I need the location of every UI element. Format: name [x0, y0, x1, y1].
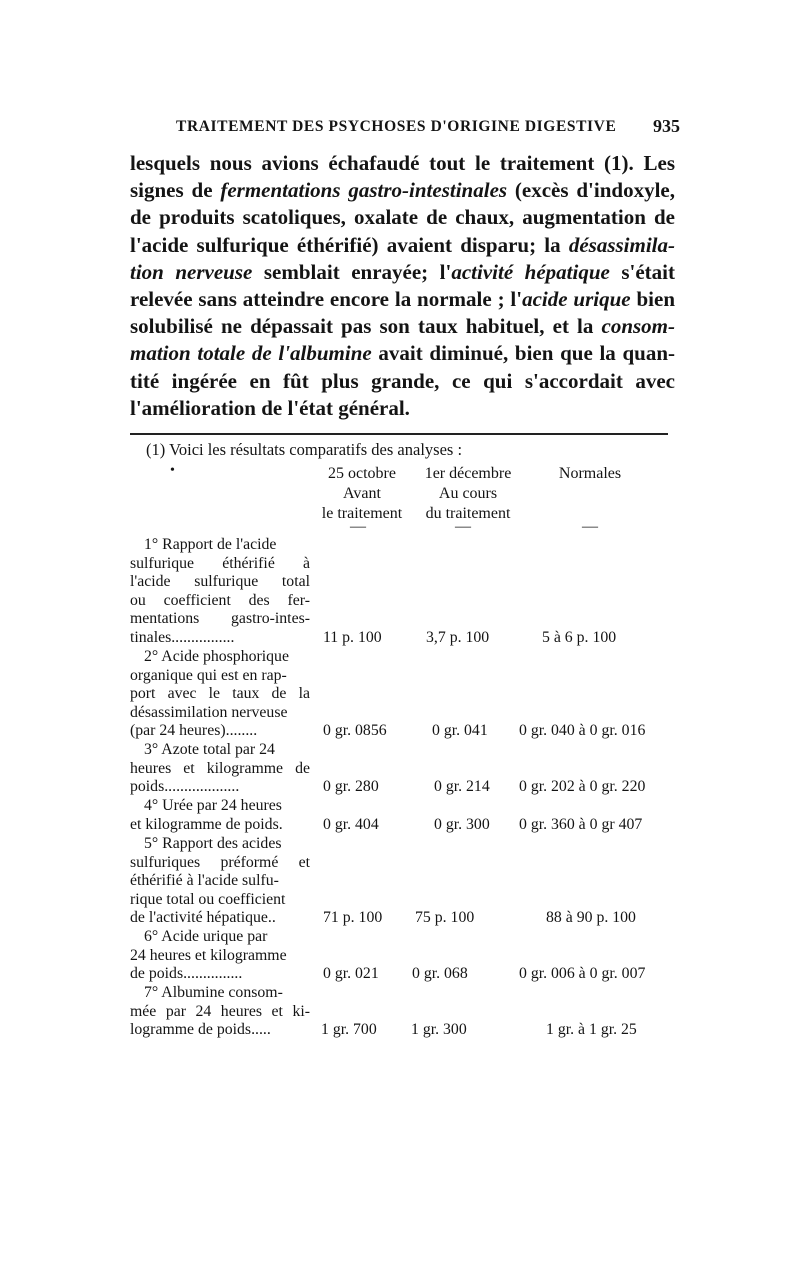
row-label [130, 835, 310, 928]
value-before: 71 p. 100 [323, 909, 383, 926]
row-label-line: 7° Albumine consom- [144, 984, 283, 1001]
column-header-during [405, 464, 531, 524]
text-run: signes de [130, 178, 221, 203]
value-before: 0 gr. 280 [323, 778, 379, 795]
row-label-line: tinales................ [130, 628, 235, 646]
row-label-line: de poids............... [130, 965, 243, 983]
value-during: 0 gr. 068 [412, 965, 468, 982]
row-label-line: heures et kilogramme de [130, 759, 310, 777]
italic-run: désassimila- [568, 232, 675, 257]
text-line: l'amélioration de l'état général. [130, 395, 410, 420]
italic-run: activité hépatique [451, 259, 610, 284]
row-label-line: et kilogramme de poids. [130, 815, 283, 833]
italic-run: consom- [601, 314, 675, 339]
value-normal: 5 à 6 p. 100 [542, 629, 617, 646]
text-run: (excès d'indoxyle, [507, 178, 675, 203]
value-before: 0 gr. 0856 [323, 722, 387, 739]
text-line: lesquels nous avions échafaudé tout le traitement (1). Les [130, 151, 675, 175]
column-header-line: 25 octobre [328, 465, 396, 482]
row-label-line: l'acide sulfurique total [130, 573, 310, 591]
text-line [130, 313, 675, 340]
text-line [130, 232, 675, 259]
row-label-line: 3° Azote total par 24 [144, 741, 275, 758]
value-during: 3,7 p. 100 [426, 629, 490, 646]
value-normal: 0 gr. 006 à 0 gr. 007 [519, 965, 646, 982]
row-label-line: sulfuriques préformé et [130, 853, 310, 871]
value-during: 75 p. 100 [415, 909, 475, 926]
row-label-line: 6° Acide urique par [144, 928, 268, 945]
value-during: 0 gr. 300 [434, 816, 490, 833]
column-header-line: du traitement [425, 505, 511, 522]
row-label-line: port avec le taux de la [130, 685, 310, 703]
column-header-line: Avant [343, 485, 381, 502]
text-run: s'était [609, 259, 675, 284]
row-label-line: poids................... [130, 778, 240, 796]
row-label-line: 1° Rapport de l'acide [144, 536, 277, 553]
row-label [130, 797, 310, 834]
value-during: 0 gr. 041 [432, 722, 488, 739]
text-run: bien [630, 286, 675, 311]
text-line [130, 286, 675, 313]
row-label [130, 741, 310, 797]
value-before: 0 gr. 021 [323, 965, 379, 982]
row-label-line: 2° Acide phosphorique [144, 648, 289, 665]
text-run: semblait enrayée; l' [252, 259, 452, 284]
text-line: tité ingérée en fût plus grande, ce qui s'accordait avec [130, 368, 675, 393]
row-label-line: désassimilation nerveuse [130, 703, 288, 721]
bullet-mark: • [170, 463, 175, 478]
row-label-line: éthérifié à l'acide sulfu- [130, 872, 279, 890]
value-normal: 0 gr. 360 à 0 gr 407 [519, 816, 643, 833]
text-run: avait diminué, bien que la quan- [371, 341, 675, 366]
value-normal: 88 à 90 p. 100 [546, 909, 636, 926]
text-line [130, 340, 675, 367]
row-label-line: mentations gastro-intes- [130, 610, 310, 628]
value-before: 11 p. 100 [323, 629, 382, 646]
text-run: l'acide sulfurique éthérifié) avaient disparu; la [130, 232, 569, 257]
row-label-line: logramme de poids..... [130, 1021, 271, 1039]
running-head [130, 118, 680, 140]
column-dash: — [455, 518, 471, 535]
text-line [130, 177, 675, 204]
value-normal: 0 gr. 040 à 0 gr. 016 [519, 722, 646, 739]
text-line: de produits scatoliques, oxalate de chaux, augmentation de [130, 205, 675, 230]
column-header-line: le traitement [321, 505, 403, 522]
value-before: 1 gr. 700 [321, 1021, 377, 1038]
italic-run: fermentations gastro-intestinales [220, 178, 508, 203]
row-label-line: 4° Urée par 24 heures [144, 797, 282, 814]
italic-run: tion nerveuse [130, 259, 253, 284]
value-during: 0 gr. 214 [434, 778, 490, 795]
row-label-line: (par 24 heures)........ [130, 722, 258, 740]
column-header-line: Au cours [438, 485, 498, 502]
value-during: 1 gr. 300 [411, 1021, 467, 1038]
value-normal: 1 gr. à 1 gr. 25 [546, 1021, 637, 1038]
row-label-line: organique qui est en rap- [130, 666, 287, 684]
body-paragraph [130, 150, 675, 422]
value-before: 0 gr. 404 [323, 816, 379, 833]
row-label [130, 984, 310, 1040]
column-header-line: 1er décembre [424, 465, 512, 482]
text-run: solubilisé ne dépassait pas son taux habituel, et la [130, 314, 602, 339]
row-label-line: 24 heures et kilogramme [130, 946, 287, 964]
row-label-line: ou coefficient des fer- [130, 591, 310, 609]
column-header-line: Normales [558, 465, 622, 482]
text-run: relevée sans atteindre encore la normale ; l' [130, 286, 523, 311]
footnote-intro: (1) Voici les résultats comparatifs des analyses : [146, 440, 463, 459]
row-label [130, 648, 310, 741]
footnote-rule [130, 433, 668, 435]
italic-run: acide urique [522, 286, 631, 311]
column-header-normal [530, 464, 650, 484]
row-label-line: de l'activité hépatique.. [130, 909, 276, 927]
italic-run: mation totale de l'albumine [130, 341, 372, 366]
running-title: TRAITEMENT DES PSYCHOSES D'ORIGINE DIGESTIVE [176, 118, 617, 135]
value-normal: 0 gr. 202 à 0 gr. 220 [519, 778, 646, 795]
row-label-line: mée par 24 heures et ki- [130, 1002, 310, 1020]
column-dash: — [582, 518, 598, 535]
row-label-line: 5° Rapport des acides [144, 835, 282, 852]
row-label [130, 928, 310, 984]
row-label-line: sulfurique éthérifié à [130, 554, 310, 572]
row-label [130, 536, 310, 648]
row-label-line: rique total ou coefficient [130, 890, 286, 908]
column-dash: — [350, 518, 366, 535]
page-number: 935 [653, 116, 680, 136]
text-line [130, 259, 675, 286]
